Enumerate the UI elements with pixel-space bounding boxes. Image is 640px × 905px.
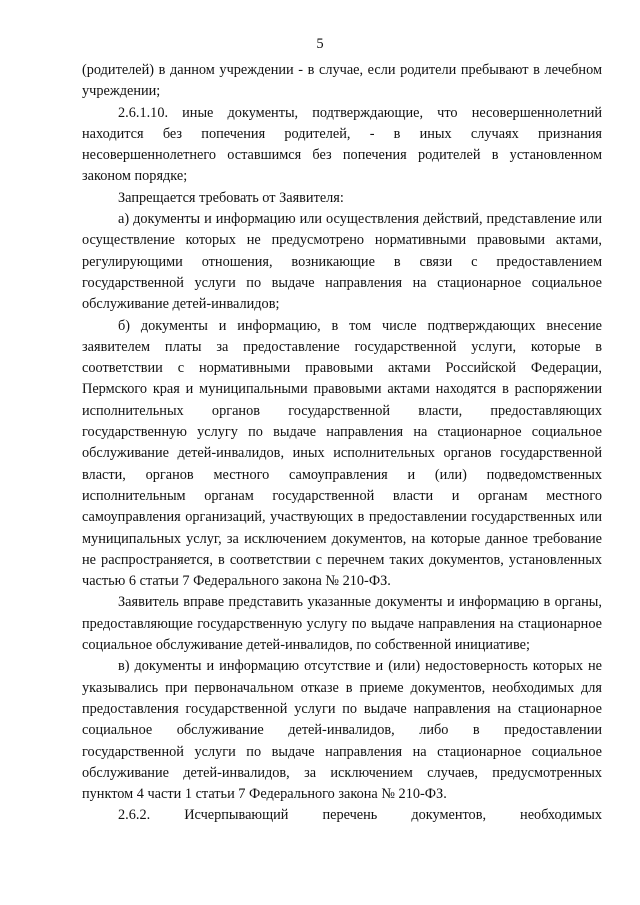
paragraph-item-b: б) документы и информацию, в том числе подтверждающих внесение заявителем платы за предоставление государственной услуги, которые в соответствии с нормативными правовыми актами Российской Федерации, Пермского края и муниципальными правовыми актами находятся в распоряжении исполнительных органов государственной власти, предоставляющих государственную услугу по выдаче направления на стационарное социальное обслуживание детей-инвалидов, иных исполнительных органов государственной власти, органов местного самоуправления и (или) подведомственных исполнительным органам государственной власти и органам местного самоуправления организаций, участвующих в предоставлении государственных или муниципальных услуг, за исключением документов, на которые данное требование не распространяется, в соответствии с перечнем таких документов, установленных частью 6 статьи 7 Федерального закона № 210-ФЗ. — [82, 317, 602, 590]
paragraph-2-6-2: 2.6.2. Исчерпывающий перечень документов, необходимых — [118, 807, 602, 824]
paragraph-parents-clause: (родителей) в данном учреждении - в случае, если родители пребывают в лечебном учреждении; — [82, 62, 602, 100]
page-number: 5 — [316, 36, 324, 52]
paragraph-2-6-1-10: 2.6.1.10. иные документы, подтверждающие, что несовершеннолетний находится без попечения родителей, - в иных случаях признания несовершеннолетнего оставшимся без попечения родителей в установленном законом порядке; — [82, 104, 602, 185]
paragraph-prohibition-heading: Запрещается требовать от Заявителя: — [118, 189, 344, 206]
paragraph-item-v: в) документы и информацию отсутствие и (или) недостоверность которых не указывались при первоначальном отказе в приеме документов, необходимых для предоставления государственной услуги по выдаче направления на стационарное социальное обслуживание детей-инвалидов, либо в предоставлении государственной услуги по выдаче направления на стационарное социальное обслуживание детей-инвалидов, за исключением случаев, предусмотренных пунктом 4 части 1 статьи 7 Федерального закона № 210-ФЗ. — [82, 658, 602, 803]
paragraph-item-a: а) документы и информацию или осуществления действий, представление или осуществление которых не предусмотрено нормативными правовыми актами, регулирующими отношения, возникающие в связи с предоставлением государственной услуги по выдаче направления на стационарное социальное обслуживание детей-инвалидов; — [82, 211, 602, 313]
paragraph-applicant-right: Заявитель вправе представить указанные документы и информацию в органы, предоставляющие государственную услугу по выдаче направления на стационарное социальное обслуживание детей-инвалидов, по собственной инициативе; — [82, 594, 602, 654]
document-body — [82, 60, 602, 827]
